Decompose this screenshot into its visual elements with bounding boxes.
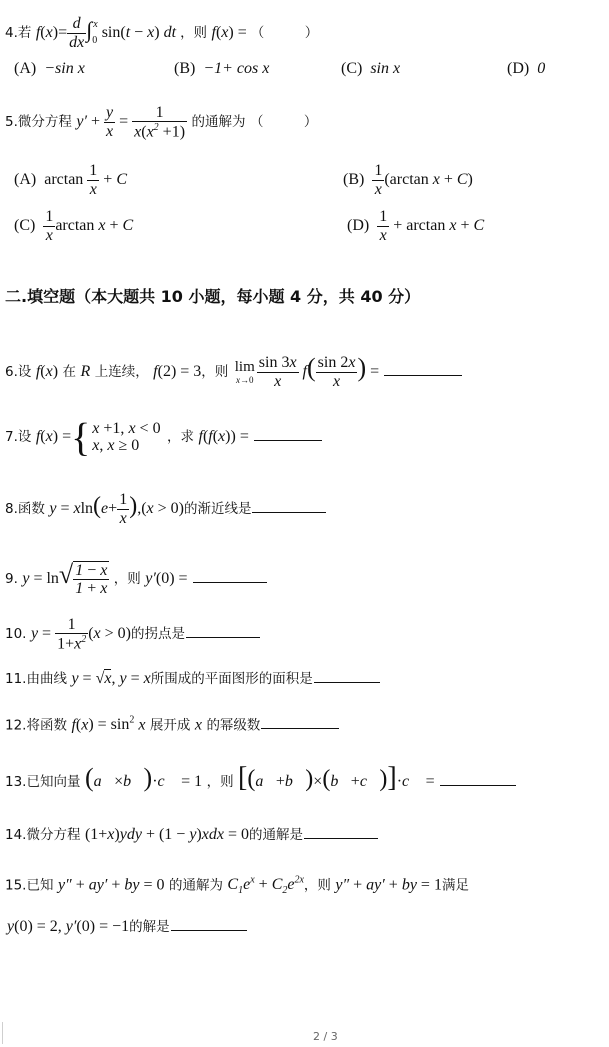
question-text: 的通解是 [248,827,303,843]
question-number: 5. [5,114,18,130]
formula: f(x)= $\frac{d}{dx}$ $\int_0^x$ sin(t − x) dt [35,15,181,51]
question-text: ，则 [206,774,234,790]
question-text: 展开成 [149,717,191,734]
question-text: 的通解为 [191,114,246,130]
question-text: 在 [62,364,77,380]
option-label: (A) [14,170,37,188]
formula: f(x) [35,363,59,380]
question-10 [5,612,260,656]
question-text: 的通解为 [168,877,223,894]
question-text: 设 [17,429,32,445]
formula: y = ln√ $\frac{1 - x}{1 + x}$ [22,560,108,598]
question-number: 9. [5,571,18,587]
question-7 [5,410,322,464]
question-11 [5,666,380,692]
question-14 [5,822,378,848]
question-number: 4. [5,25,18,41]
formula: y = xln(e+ $\frac{1}{x}$ ),(x > 0) [49,491,184,527]
question-number: 8. [5,501,18,517]
question-text: 的拐点是 [131,626,186,642]
question-number: 10. [5,626,27,642]
question-text: 将函数 [26,717,67,734]
question-9 [5,552,267,598]
formula: f(2) = 3 [153,363,202,380]
question-text: 已知 [26,877,54,894]
question-6 [5,346,462,390]
option-value: 0 [537,60,546,77]
page-edge-marker [2,1022,3,1044]
formula: y = $\frac{1}{1+x^2}$ (x > 0) [30,615,132,653]
question-text: 由曲线 [26,671,67,687]
question-number: 13. [5,774,27,790]
question-4 [5,6,319,51]
question-text: 的渐近线是 [183,501,252,517]
question-text: 微分方程 [26,827,81,843]
option-b: (B) $\frac{1}{x}$ (arctan x + C) [343,162,473,198]
answer-blank[interactable] [171,930,247,931]
question-text: 所围成的平面图形的面积是 [150,671,313,687]
formula: y = √x, y = x [71,670,151,687]
question-number: 7. [5,429,18,445]
answer-paren: （ ） [249,114,318,130]
formula: (1+x)ydy + (1 − y)xdx = 0 [84,826,249,843]
formula: f(x) = [211,24,251,41]
option-label: (D) [507,60,530,77]
answer-blank[interactable] [186,637,260,638]
formula: y′ + $\frac{y}{x}$ = $\frac{1}{x(x^2 +1)}$ [76,103,186,141]
question-number: 11. [5,671,27,687]
answer-blank[interactable] [261,728,339,729]
question-13 [5,756,516,800]
formula: $C_1e^x + C_2e^{2x}$ [227,875,304,897]
option-a [14,60,85,78]
answer-blank[interactable] [254,440,322,441]
formula: lim x→0 $\frac{\sin 3x}{x}$ f( $\frac{\sin 2x}{x}$ ) = [234,353,384,390]
formula: y(0) = 2, y′(0) = −1 [7,918,130,935]
formula: y″ + ay′ + by = 1 [335,876,442,894]
option-c [341,60,400,78]
question-text: 满足 [441,877,469,894]
option-d [507,60,545,78]
option-value: −1+ cos x [203,60,270,77]
question-text: ，则 [303,877,331,894]
question-text: ，求 [167,429,195,445]
formula: x [194,716,202,734]
question-number: 15. [5,877,27,894]
question-text: 若 [17,25,32,41]
question-text: 上连续， [94,364,149,380]
option-d: (D) $\frac{1}{x}$ + arctan x + C [347,208,485,244]
question-text: ，则 [201,364,229,380]
answer-blank[interactable] [314,682,380,683]
formula: f(x) ={ x +1, x < 0 x, x ≥ 0 [35,414,161,460]
option-label: (B) [174,60,196,77]
option-label: (D) [347,216,370,234]
question-12 [5,708,339,734]
question-text: ，则 [180,25,208,41]
formula: R [80,363,91,380]
option-value: sin x [370,60,401,77]
option-c: (C) $\frac{1}{x}$ arctan x + C [14,208,134,244]
formula: f(f(x)) = [198,428,253,445]
formula: y″ + ay′ + by = 0 [57,876,165,894]
formula: (a⃗×b⃗)·c⃗ = 1 [84,763,203,792]
option-label: (A) [14,60,37,77]
section-heading: 二.填空题（本大题共 10 小题，每小题 4 分，共 40 分） [5,287,421,306]
answer-paren: （ ） [250,25,319,41]
answer-blank[interactable] [384,375,462,376]
question-number: 12. [5,717,27,734]
question-15-continued [7,914,247,940]
question-number: 14. [5,827,27,843]
question-text: 的幂级数 [206,717,261,734]
formula: $f(x) = \sin^2 x$ [71,715,146,734]
formula: y′(0) = [145,570,192,587]
question-text: ，则 [113,571,141,587]
answer-blank[interactable] [304,838,378,839]
question-text: 函数 [17,501,45,517]
answer-blank[interactable] [252,512,326,513]
question-number: 6. [5,364,18,380]
formula: [(a⃗+b⃗)×(b⃗+c⃗)]·c⃗ = [238,762,439,793]
question-text: 微分方程 [17,114,72,130]
question-text: 的解是 [129,919,170,935]
option-label: (B) [343,170,365,188]
question-text: 已知向量 [26,774,81,790]
answer-blank[interactable] [440,785,516,786]
option-label: (C) [341,60,363,77]
answer-blank[interactable] [193,582,267,583]
question-text: 设 [17,364,32,380]
page-number: 2 / 3 [313,1030,338,1043]
question-5 [5,100,317,144]
option-label: (C) [14,216,36,234]
question-15 [5,868,469,897]
question-8 [5,484,326,528]
option-a: (A) arctan $\frac{1}{x}$ + C [14,162,127,198]
option-value: −sin x [44,60,85,77]
option-b [174,60,269,78]
